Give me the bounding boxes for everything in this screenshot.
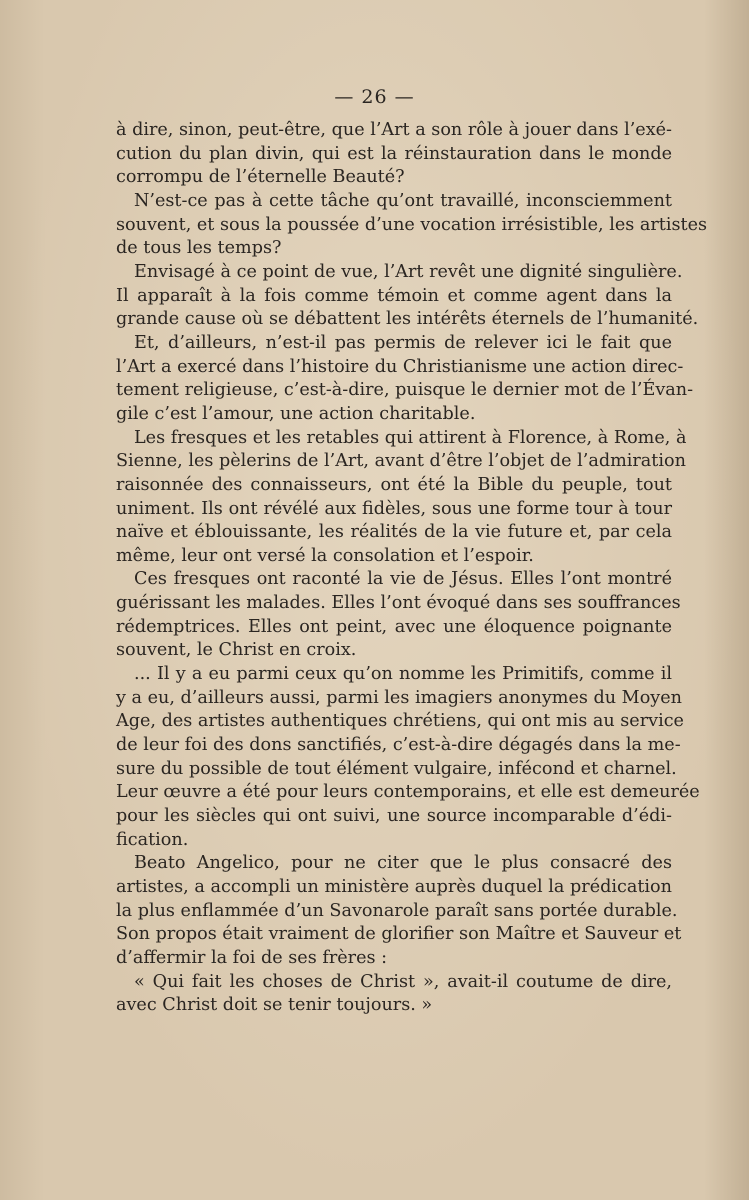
text-line: à dire, sinon, peut-être, que l’Art a son rôle à jouer dans l’exé- <box>116 120 672 140</box>
text-line: Envisagé à ce point de vue, l’Art revêt une dignité singulière. <box>134 261 683 282</box>
text-line: avec Christ doit se tenir toujours. » <box>116 995 433 1016</box>
text-line: la plus enflammée d’un Savonarole paraît sans portée durable. <box>116 900 678 921</box>
text-line: Les fresques et les retables qui attirent à Florence, à Rome, à <box>134 427 687 448</box>
text-line: même, leur ont versé la consolation et l’espoir. <box>116 545 534 566</box>
body-text <box>116 119 708 1018</box>
text-line: Son propos était vraiment de glorifier son Maître et Sauveur et <box>116 924 682 945</box>
text-line: Age, des artistes authentiques chrétiens, qui ont mis au service <box>116 711 684 732</box>
text-line: grande cause où se débattent les intérêts éternels de l’humanité. <box>116 309 699 330</box>
text-line: fication. <box>116 829 189 850</box>
text-line: souvent, le Christ en croix. <box>116 640 357 661</box>
text-line: tement religieuse, c’est-à-dire, puisque le dernier mot de l’Évan- <box>116 380 694 401</box>
text-line: de tous les temps? <box>116 238 282 259</box>
text-line: gile c’est l’amour, une action charitable. <box>116 403 476 424</box>
text-line: Et, d’ailleurs, n’est-il pas permis de relever ici le fait que <box>134 332 672 353</box>
text-line: Leur œuvre a été pour leurs contemporains, et elle est demeurée <box>116 782 700 803</box>
text-line: rédemptrices. Elles ont peint, avec une éloquence poignante <box>116 616 672 637</box>
text-line: corrompu de l’éternelle Beauté? <box>116 167 405 188</box>
text-line: raisonnée des connaisseurs, ont été la Bible du peuple, tout <box>116 474 672 495</box>
text-line: uniment. Ils ont révélé aux fidèles, sous une forme tour à tour <box>116 498 672 519</box>
text-line: ... Il y a eu parmi ceux qu’on nomme les Primitifs, comme il <box>134 664 672 685</box>
text-line: guérissant les malades. Elles l’ont évoqué dans ses souffrances <box>116 593 681 614</box>
text-line: l’Art a exercé dans l’histoire du Christianisme une action direc- <box>116 356 684 377</box>
text-line: souvent, et sous la poussée d’une vocation irrésistible, les artistes <box>116 214 708 235</box>
text-line: Ces fresques ont raconté la vie de Jésus. Elles l’ont montré <box>134 569 672 590</box>
text-line: Beato Angelico, pour ne citer que le plus consacré des <box>134 853 672 874</box>
text-line: artistes, a accompli un ministère auprès duquel la prédication <box>116 877 672 897</box>
text-line: N’est-ce pas à cette tâche qu’ont travaillé, inconsciemment <box>134 190 672 211</box>
text-line: d’affermir la foi de ses frères : <box>116 947 388 968</box>
text-line: y a eu, d’ailleurs aussi, parmi les imagiers anonymes du Moyen <box>116 687 682 708</box>
page-number: — 26 — <box>334 86 415 108</box>
text-line: sure du possible de tout élément vulgaire, infécond et charnel. <box>116 758 677 779</box>
text-line: « Qui fait les choses de Christ », avait-il coutume de dire, <box>134 971 672 992</box>
text-line: de leur foi des dons sanctifiés, c’est-à-dire dégagés dans la me- <box>116 735 681 756</box>
text-line: Sienne, les pèlerins de l’Art, avant d’être l’objet de l’admiration <box>116 451 686 472</box>
text-line: Il apparaît à la fois comme témoin et comme agent dans la <box>116 285 672 306</box>
text-line: cution du plan divin, qui est la réinstauration dans le monde <box>116 143 672 164</box>
text-line: pour les siècles qui ont suivi, une source incomparable d’édi- <box>116 806 672 827</box>
text-line: naïve et éblouissante, les réalités de la vie future et, par cela <box>116 522 672 543</box>
